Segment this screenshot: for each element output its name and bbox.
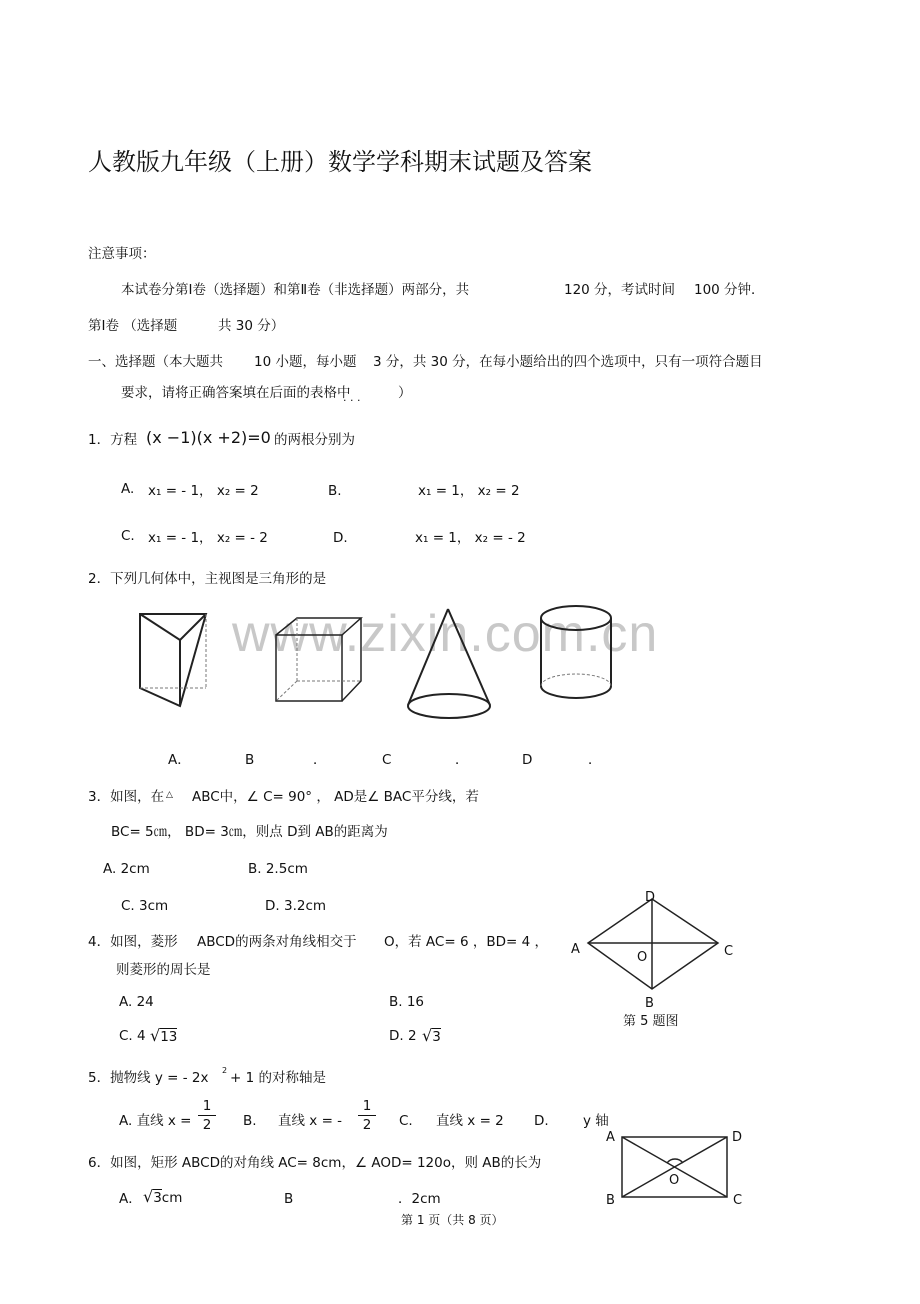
fraction-bar: [198, 1115, 216, 1116]
q4-option-d-radicand: 3: [432, 1029, 441, 1045]
rhombus-label-b: B: [645, 996, 654, 1011]
rectangle-label-a: A: [606, 1130, 615, 1145]
cone-figure: [402, 605, 502, 725]
page-footer: 第 1 页（共 8 页）: [401, 1213, 504, 1227]
denominator: 2: [362, 1117, 372, 1133]
q6-option-a-radicand: 3: [153, 1190, 162, 1206]
part1-line2: 要求，请将正确答案填在后面的表格中: [121, 385, 351, 401]
q6-option-b: ．2cm: [398, 1191, 441, 1207]
part1-line2-end: ）: [398, 385, 412, 401]
section-score: 共 30 分）: [218, 318, 285, 334]
part1-line1a: 一、选择题（本大题共: [88, 354, 223, 370]
q5-option-c: 直线 x = 2: [436, 1113, 504, 1129]
q2-label-a: A．: [168, 752, 191, 768]
notice-text-2: 120 分，考试时间: [564, 282, 676, 298]
q4-option-d: D. 2: [389, 1028, 417, 1044]
q1-option-d-label: D.: [333, 530, 348, 546]
denominator: 2: [202, 1117, 212, 1133]
q1-option-b: x₁ = 1， x₂ = 2: [418, 483, 520, 499]
q4-option-c-radical: √13: [150, 1026, 178, 1045]
q6-option-b-label: B: [284, 1191, 294, 1207]
q2-label-dot: ．: [588, 752, 602, 768]
q1-number: 1．方程: [88, 432, 138, 448]
rectangle-label-b: B: [606, 1193, 615, 1208]
q5-stem-b: + 1 的对称轴是: [230, 1070, 326, 1086]
q6-option-a-radical: √3cm: [143, 1187, 183, 1206]
emphasis-dots: · · ·: [343, 394, 361, 407]
section-label: 第Ⅰ卷 （选择题: [88, 318, 178, 334]
q3-option-d: D. 3.2cm: [265, 898, 327, 914]
rectangle-label-d: D: [732, 1130, 743, 1145]
q6-stem: 6．如图，矩形 ABCD的对角线 AC= 8cm，∠ AOD= 120o，则 AB的长为: [88, 1155, 542, 1171]
q4-option-b: B. 16: [389, 994, 425, 1010]
rectangle-figure: [620, 1135, 730, 1200]
rhombus-label-o: O: [637, 950, 648, 965]
q2-stem: 2．下列几何体中，主视图是三角形的是: [88, 571, 327, 587]
q5-stem-a: 5．抛物线 y = - 2x: [88, 1070, 209, 1086]
notice-text-1: 本试卷分第Ⅰ卷（选择题）和第Ⅱ卷（非选择题）两部分，共: [121, 282, 470, 298]
q3-option-c: C. 3cm: [121, 898, 169, 914]
q3-option-a: A. 2cm: [103, 861, 150, 877]
q2-label-dot: ．: [455, 752, 469, 768]
watermark: www.zixin.com.cn: [232, 605, 659, 663]
triangular-prism-figure: [130, 608, 220, 708]
q1-option-d: x₁ = 1， x₂ = - 2: [415, 530, 526, 546]
rhombus-label-a: A: [571, 942, 580, 957]
notice-text-3: 100 分钟．: [694, 282, 765, 298]
q5-option-b: 直线 x = -: [278, 1113, 343, 1129]
fraction-bar: [358, 1115, 376, 1116]
q1-option-a: x₁ = - 1， x₂ = 2: [148, 483, 259, 499]
figure-caption: 第 5 题图: [623, 1014, 679, 1029]
q6-option-a-unit: cm: [161, 1190, 183, 1206]
q5-option-a: A. 直线 x =: [119, 1113, 192, 1129]
rectangle-label-o: O: [669, 1173, 680, 1188]
q4-stem-2: 则菱形的周长是: [116, 962, 211, 978]
q6-option-a: A．: [119, 1191, 142, 1207]
q1-option-c: x₁ = - 1， x₂ = - 2: [148, 530, 268, 546]
q5-option-d: y 轴: [583, 1113, 609, 1129]
q1-stem-tail: 的两根分别为: [274, 432, 355, 448]
q4-option-d-radical: √3: [422, 1026, 441, 1045]
q5-option-b-fraction: [358, 1098, 376, 1133]
q1-equation: (x −1)(x +2)=0: [146, 428, 271, 447]
rhombus-label-d: D: [645, 890, 656, 905]
q3-option-b: B. 2.5cm: [248, 861, 308, 877]
q4-option-a: A. 24: [119, 994, 154, 1010]
part1-line1b: 10 小题，每小题: [254, 354, 357, 370]
page-title: 人教版九年级（上册）数学学科期末试题及答案: [88, 148, 592, 176]
q5-exponent: 2: [222, 1066, 228, 1075]
q5-option-d-label: D.: [534, 1113, 549, 1129]
numerator: 1: [362, 1098, 372, 1114]
q3-stem-2: BC= 5㎝， BD= 3㎝，则点 D到 AB的距离为: [111, 824, 388, 840]
part1-line1c: 3 分，共 30 分，在每小题给出的四个选项中，只有一项符合题目: [373, 354, 763, 370]
q4-option-c: C. 4: [119, 1028, 146, 1044]
q2-label-dot: ．: [313, 752, 327, 768]
q2-label-b: B: [245, 752, 255, 768]
q5-option-a-fraction: [198, 1098, 216, 1133]
triangle-icon: △: [166, 790, 173, 800]
q4-stem-b: ABCD的两条对角线相交于: [197, 934, 357, 950]
q4-option-c-radicand: 13: [160, 1029, 178, 1045]
q3-stem-b: ABC中，∠ C= 90° ， AD是∠ BAC平分线，若: [192, 789, 479, 805]
rectangle-label-c: C: [733, 1193, 743, 1208]
q5-option-c-label: C.: [399, 1113, 413, 1129]
q2-label-c: C: [382, 752, 392, 768]
q4-stem-c: O，若 AC= 6 ，BD= 4 ，: [384, 934, 548, 950]
rhombus-label-c: C: [724, 944, 734, 959]
q2-label-d: D: [522, 752, 533, 768]
q1-option-c-label: C.: [121, 528, 135, 544]
q1-option-a-label: A.: [121, 481, 135, 497]
rhombus-figure: [588, 895, 723, 995]
notice-heading: 注意事项：: [88, 246, 156, 262]
cube-figure: [270, 615, 370, 710]
q1-option-b-label: B.: [328, 483, 342, 499]
q3-stem-a: 3．如图，在: [88, 789, 165, 805]
numerator: 1: [202, 1098, 212, 1114]
q4-stem-a: 4．如图，菱形: [88, 934, 178, 950]
cylinder-figure: [535, 600, 625, 705]
q5-option-b-label: B.: [243, 1113, 257, 1129]
